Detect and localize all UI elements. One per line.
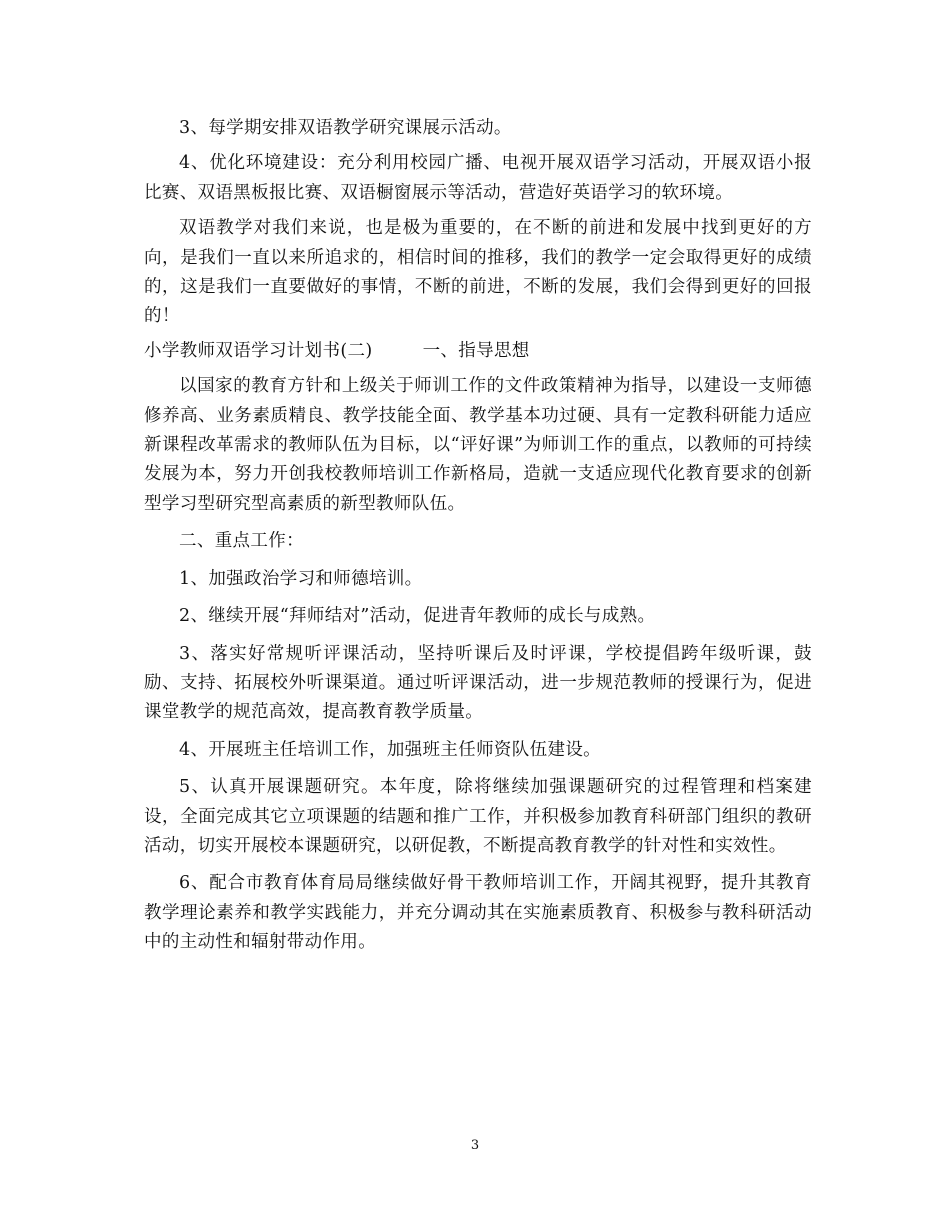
paragraph-item-3: 3、每学期安排双语教学研究课展示活动。 [179, 118, 512, 138]
paragraph-work-1: 1、加强政治学习和师德培训。 [179, 568, 423, 589]
paragraph-work-6: 6、配合市教育体育局局继续做好骨干教师培训工作，开阔其视野，提升其教育教学理论素养和教学实践能力，并充分调动其在实施素质教育、积极参与教科研活动中的主动性和辐射带动作用。 [144, 873, 812, 953]
paragraph-work-4: 4、开展班主任培训工作，加强班主任师资队伍建设。 [179, 739, 602, 760]
paragraph-work-5: 5、认真开展课题研究。本年度，除将继续加强课题研究的过程管理和档案建设，全面完成其它立项课题的结题和推广工作，并积极参加教育科研部门组织的教研活动，切实开展校本课题研究，以研促教，不断提高教育教学的针对性和实效性。 [144, 777, 812, 856]
section-heading-line [144, 337, 812, 366]
section-subtitle: 一、指导思想 [422, 340, 530, 361]
section-title: 小学教师双语学习计划书(二) [144, 340, 373, 361]
paragraph-work-3: 3、落实好常规听评课活动，坚持听课后及时评课，学校提倡跨年级听课，鼓励、支持、拓展校外听课渠道。通过听评课活动，进一步规范教师的授课行为，促进课堂教学的规范高效，提高教育教学质量。 [144, 643, 812, 723]
paragraph-guiding-ideology: 以国家的教育方针和上级关于师训工作的文件政策精神为指导，以建设一支师德修养高、业务素质精良、教学技能全面、教学基本功过硬、具有一定教科研能力适应新课程改革需求的教师队伍为目标，以“评好课”为师训工作的重点，以教师的可持续发展为本，努力开创我校教师培训工作新格局，造就一支适应现代化教育要求的创新型学习型研究型高素质的新型教师队伍。 [144, 376, 812, 514]
paragraph-item-4-environment: 4、优化环境建设：充分利用校园广播、电视开展双语学习活动，开展双语小报比赛、双语黑板报比赛、双语橱窗展示等活动，营造好英语学习的软环境。 [144, 153, 812, 203]
document-body [144, 114, 812, 958]
page-number: 3 [470, 1138, 480, 1153]
paragraph-work-2: 2、继续开展“拜师结对”活动，促进青年教师的成长与成熟。 [179, 606, 656, 627]
paragraph-conclusion: 双语教学对我们来说，也是极为重要的，在不断的前进和发展中找到更好的方向，是我们一直以来所追求的，相信时间的推移，我们的教学一定会取得更好的成绩的，这是我们一直要做好的事情，不断的前进，不断的发展，我们会得到更好的回报的！ [144, 218, 812, 327]
subheading-key-work: 二、重点工作： [179, 531, 304, 552]
